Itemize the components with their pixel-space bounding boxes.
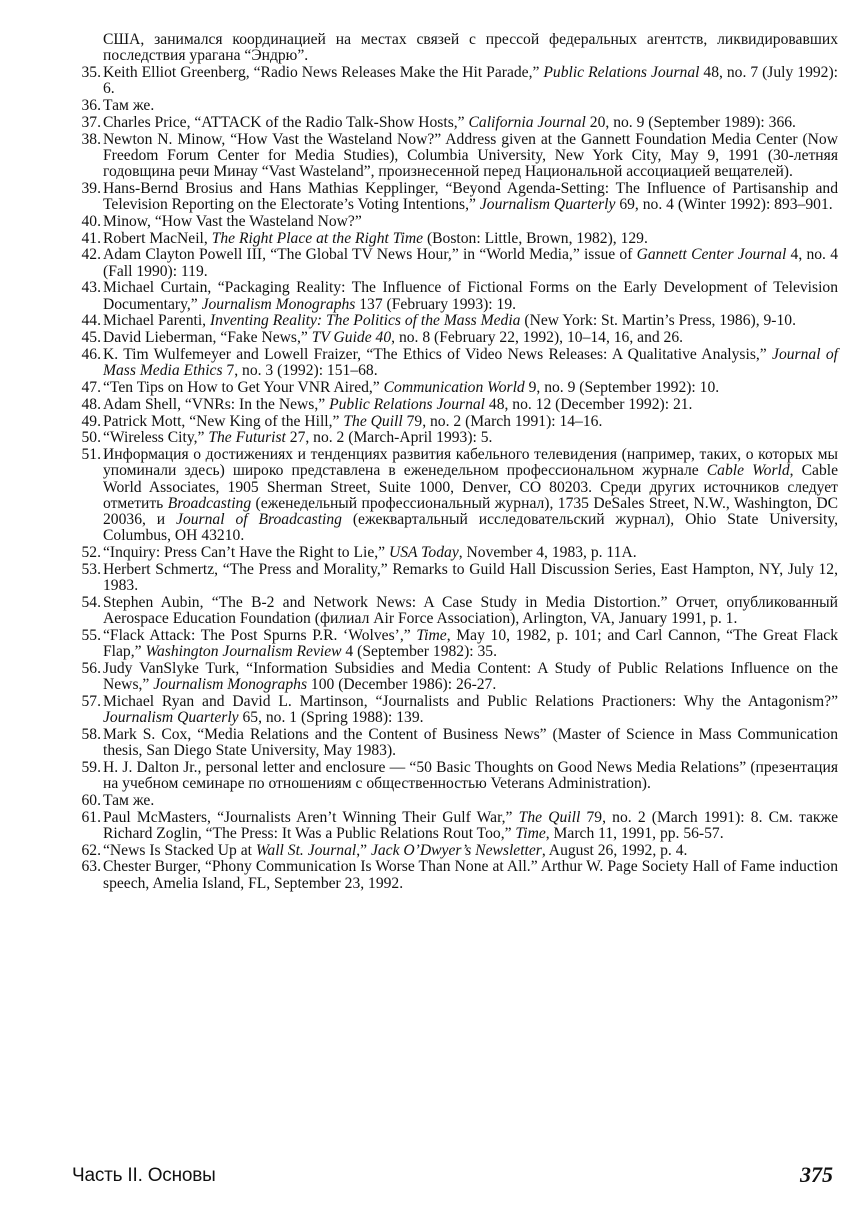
endnote [70,231,838,247]
endnote-text: , May 10, 1982, p. 101; and Carl Cannon, “The Great Flack Flap,” [103,626,839,660]
endnote-title-italic: Inventing Reality: The Politics of the Mass Media [209,312,521,330]
endnote-text: Judy VanSlyke Turk, “Information Subsidies and Media Content: A Study of Public Relations Influence on the News,” [103,659,838,693]
endnote-text: 4, no. 4 (Fall 1990): 119. [103,246,838,280]
endnote [70,32,838,64]
endnote-number: 63. [81,858,101,876]
endnote-text: Michael Curtain, “Packaging Reality: The Influence of Fictional Forms on the Early Development of Television Documentary,” [103,279,838,313]
endnote [70,115,838,131]
endnote-text: “Inquiry: Press Can’t Have the Right to Lie,” [103,543,389,561]
endnote-number: 37. [81,113,101,131]
endnote [70,760,838,792]
endnote-number: 47. [81,378,101,396]
endnote-text: Patrick Mott, “New King of the Hill,” [103,412,344,430]
endnote-text: , March 11, 1991, pp. 56-57. [545,824,724,842]
endnote-title-italic: Jack O’Dwyer’s Newsletter [370,841,542,859]
endnote-text: David Lieberman, “Fake News,” [103,329,312,347]
endnote-text: 79, no. 2 (March 1991): 14–16. [402,412,603,430]
endnote-text: 4 (September 1982): 35. [341,642,498,660]
endnote [70,595,838,627]
endnote-text: 9, no. 9 (September 1992): 10. [524,378,720,396]
endnote [70,132,838,181]
endnote-number: 41. [81,229,101,247]
endnote-number: 58. [81,725,101,743]
endnote-number: 61. [81,808,101,826]
endnote-title-italic: Journalism Monographs [201,295,356,313]
endnote-text: (ежеквартальный исследовательский журнал), Ohio State University, Columbus, OH 43210. [103,510,838,545]
endnote-title-italic: TV Guide 40 [311,329,392,347]
endnote-text: “Wireless City,” [103,429,209,447]
endnote-text: Hans-Bernd Brosius and Hans Mathias Kepplinger, “Beyond Agenda-Setting: The Influence of Partisanship and Television Reporting on the Electorate’s Voting Intentions,” [103,179,838,213]
endnote-number: 55. [81,626,101,644]
endnote-text: , no. 8 (February 22, 1992), 10–14, 16, and 26. [391,329,684,347]
endnote [70,330,838,346]
endnote-text: 100 (December 1986): 26-27. [307,675,497,693]
endnote-title-italic: Broadcasting [167,494,252,512]
endnote [70,397,838,413]
endnote-title-italic: The Quill [343,412,403,430]
endnote-text: Adam Shell, “VNRs: In the News,” [103,395,330,413]
endnote [70,628,838,660]
endnote [70,793,838,809]
endnote-title-italic: Public Relations Journal [543,64,700,81]
endnote-text: США, занимался координацией на местах связей с прессой федеральных агентств, ликвидировавших последствия урагана “Эндрю”. [103,31,838,65]
endnote [70,181,838,213]
endnote-title-italic: Time [416,626,447,644]
running-footer-section: Часть II. Основы [72,1165,216,1186]
endnote-title-italic: Time [515,824,546,842]
endnote-text: Newton N. Minow, “How Vast the Wasteland Now?” Address given at the Gannett Foundation Media Center (Now Freedom Forum Center for Media Studies), Columbia University, New York City, May 9, 1991 (30-летняя годовщина речи Минау “Vast Wasteland”, произнесенной перед Национальной ассоциацией вещателей). [103,130,838,180]
endnote-title-italic: The Quill [518,808,581,826]
endnote-text: Там же. [103,791,155,809]
endnote [70,727,838,759]
endnote-title-italic: USA Today [388,543,459,561]
endnote-text: Информация о достижениях и тенденциях развития кабельного телевидения (например, таких, о которых мы упоминали здесь) широко представлена в еженедельном профессиональном журнале [103,446,838,480]
endnote-title-italic: Journalism Quarterly [479,196,616,213]
endnote-title-italic: Journal of Broadcasting [176,510,342,528]
endnote-number: 60. [81,791,101,809]
endnote-number: 43. [81,279,101,297]
endnote-number: 46. [81,345,101,363]
endnote-text: ,” [356,841,371,859]
endnote-text: Mark S. Cox, “Media Relations and the Content of Business News” (Master of Science in Mass Communication thesis, San Diego State University, May 1983). [103,725,838,759]
endnote [70,447,838,544]
endnote [70,843,838,859]
endnote-text: K. Tim Wulfemeyer and Lowell Fraizer, “The Ethics of Video News Releases: A Qualitative Analysis,” [103,345,773,363]
endnote [70,280,838,312]
endnote [70,98,838,114]
endnote-title-italic: Wall St. Journal [255,841,357,859]
endnote-text: Chester Burger, “Phony Communication Is Worse Than None at All.” Arthur W. Page Society Hall of Fame induction speech, Amelia Island, FL, September 23, 1992. [103,858,838,892]
endnote-number: 42. [81,246,101,264]
endnote [70,65,838,97]
endnote-title-italic: Cable World [706,462,790,480]
endnote-text: 48, no. 12 (December 1992): 21. [485,395,693,413]
endnote [70,414,838,430]
endnote-text: (Boston: Little, Brown, 1982), 129. [423,229,648,247]
endnote-number: 52. [81,543,101,561]
endnote-text: Charles Price, “ATTACK of the Radio Talk-Show Hosts,” [103,113,469,131]
endnote-title-italic: California Journal [468,113,586,131]
endnote-title-italic: Washington Journalism Review [145,642,342,660]
endnote [70,380,838,396]
endnote-text: Robert MacNeil, [103,229,212,247]
endnote-number: 48. [81,395,101,413]
endnote-text: , November 4, 1983, p. 11A. [458,543,637,561]
endnote-text: Keith Elliot Greenberg, “Radio News Releases Make the Hit Parade,” [103,64,544,81]
endnote-number: 51. [81,446,101,464]
endnote-text: 65, no. 1 (Spring 1988): 139. [238,708,424,726]
endnote-text: Stephen Aubin, “The B-2 and Network News: A Case Study in Media Distortion.” Отчет, опубликованный Aerospace Education Foundation (филиал Air Force Association), Arlington, VA, January 1991, p. 1. [103,593,838,627]
endnote-title-italic: Communication World [383,378,525,396]
endnote [70,347,838,379]
endnote-title-italic: Public Relations Journal [329,395,485,413]
endnote-title-italic: The Futurist [208,429,286,447]
endnote-text: Michael Ryan and David L. Martinson, “Journalists and Public Relations Practioners: Why the Antagonism?” [103,692,838,710]
endnote-text: 137 (February 1993): 19. [355,295,517,313]
endnote [70,694,838,726]
endnote [70,247,838,279]
endnote-number: 49. [81,412,101,430]
endnote-title-italic: Journalism Monographs [153,675,308,693]
endnote [70,214,838,230]
endnote-number: 62. [81,841,101,859]
endnote-text: Michael Parenti, [103,312,210,330]
endnote [70,810,838,842]
endnote-number: 44. [81,312,101,330]
endnote-text: 69, no. 4 (Winter 1992): 893–901. [615,196,833,213]
endnote-title-italic: Journalism Quarterly [103,708,239,726]
page-number: 375 [800,1162,833,1187]
endnote-text: Herbert Schmertz, “The Press and Morality,” Remarks to Guild Hall Discussion Series, East Hampton, NY, July 12, 1983. [103,560,838,594]
endnote-title-italic: Journal of Mass Media Ethics [103,345,838,380]
endnote-number: 57. [81,692,101,710]
endnote-number: 59. [81,758,101,776]
endnote-text: Minow, “How Vast the Wasteland Now?” [103,212,362,230]
endnote-number: 54. [81,593,101,611]
endnotes-list [70,32,838,892]
endnote-number: 40. [81,212,101,230]
endnote-text: “Flack Attack: The Post Spurns P.R. ‘Wolves’,” [103,626,417,644]
endnote-number: 38. [81,130,101,148]
endnote-number: 53. [81,560,101,578]
endnote [70,661,838,693]
endnote-number: 50. [81,429,101,447]
endnote-text: “Ten Tips on How to Get Your VNR Aired,” [103,378,384,396]
endnote-text: Adam Clayton Powell III, “The Global TV News Hour,” in “World Media,” issue of [103,246,637,264]
endnote [70,562,838,594]
endnote-title-italic: The Right Place at the Right Time [211,229,424,247]
endnote-number: 45. [81,329,101,347]
endnote-number: 56. [81,659,101,677]
endnote-text: (New York: St. Martin’s Press, 1986), 9-10. [520,312,796,330]
endnote-text: 7, no. 3 (1992): 151–68. [222,362,378,380]
endnote-text: “News Is Stacked Up at [103,841,256,859]
endnote-text: H. J. Dalton Jr., personal letter and enclosure — “50 Basic Thoughts on Good News Media Relations” (презентация на учебном семинаре по отношениям с общественностью Veterans Administration). [103,758,838,792]
endnote-text: Paul McMasters, “Journalists Aren’t Winning Their Gulf War,” [103,808,519,826]
endnote-text: 27, no. 2 (March-April 1993): 5. [285,429,493,447]
endnote-text: 48, no. 7 (July 1992): 6. [103,64,838,98]
endnote-number: 36. [81,97,101,114]
endnote-text: Там же. [103,97,155,114]
endnote-title-italic: Gannett Center Journal [636,246,787,264]
endnote [70,313,838,329]
endnote [70,545,838,561]
endnote-number: 39. [81,179,101,197]
endnote-number: 35. [81,64,101,81]
endnote-text: , Cable World Associates, 1905 Sherman Street, Suite 1000, Denver, CO 80203. Среди других источников следует отметить [103,462,839,512]
endnote-text: 20, no. 9 (September 1989): 366. [585,113,796,131]
endnote [70,859,838,891]
endnote [70,430,838,446]
endnote-text: , August 26, 1992, p. 4. [541,841,688,859]
endnote-text: 79, no. 2 (March 1991): 8. См. также Richard Zoglin, “The Press: It Was a Public Relations Rout Too,” [103,808,838,842]
endnote-text: (еженедельный профессиональный журнал), 1735 DeSales Street, N.W., Washington, DC 20036, и [103,494,838,528]
